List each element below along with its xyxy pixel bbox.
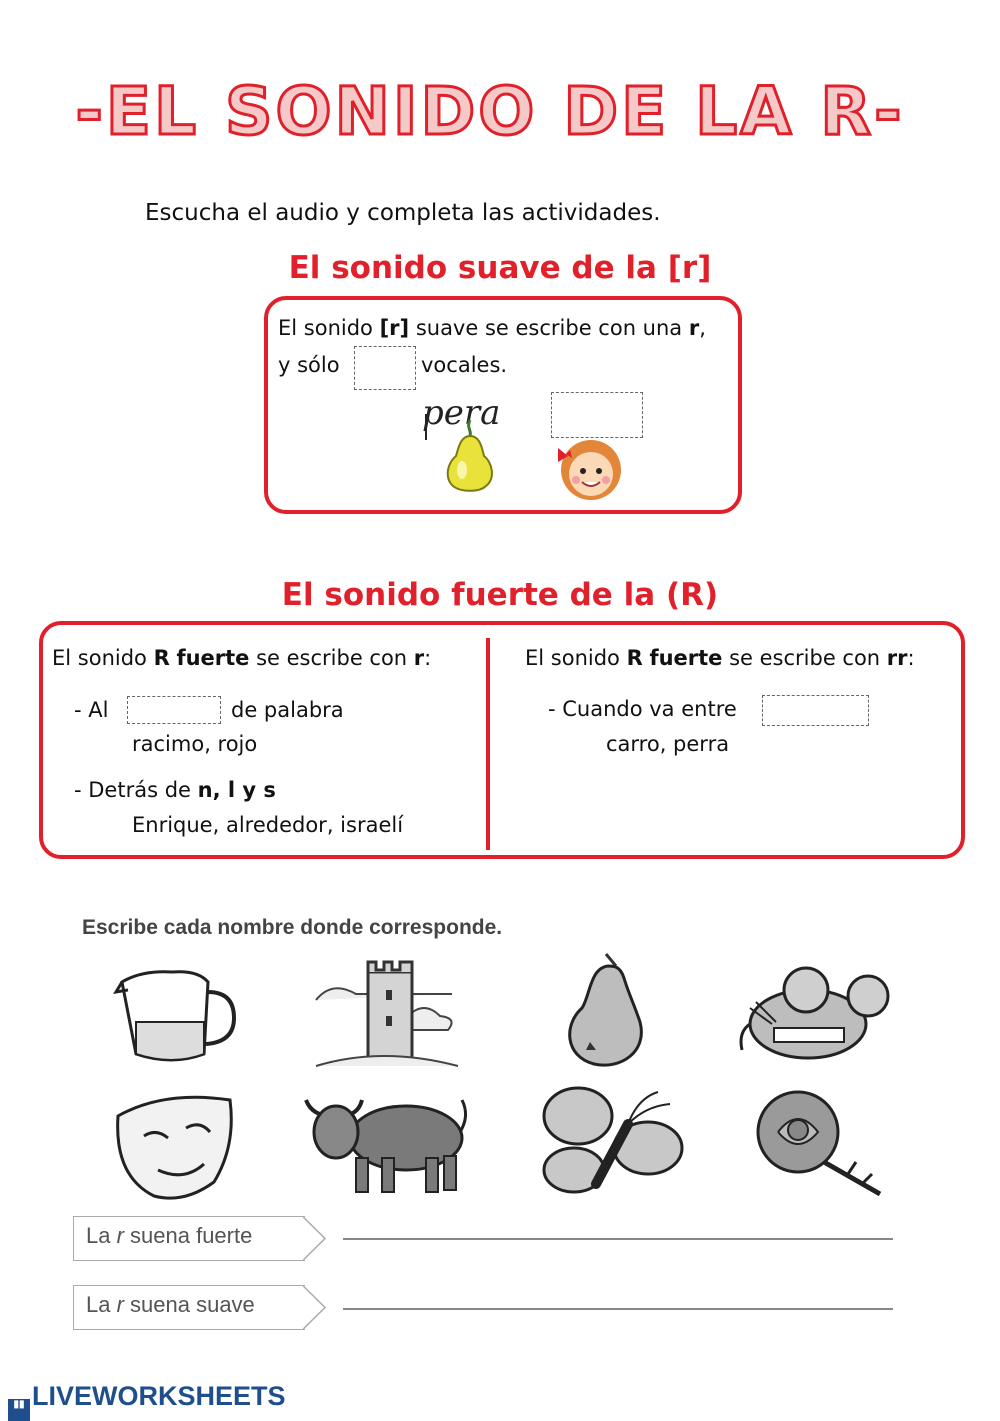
strong-left-rule1-start: - Al — [74, 698, 109, 722]
text: La — [86, 1292, 117, 1317]
text: suena suave — [123, 1292, 255, 1317]
soft-r-label — [73, 1285, 305, 1330]
soft-r-answer-line[interactable] — [343, 1308, 893, 1310]
strong-right-rule1-blank-input[interactable] — [762, 695, 869, 726]
text: El sonido — [278, 316, 380, 340]
pera-word: pera — [422, 393, 501, 433]
girl-face-icon — [548, 436, 634, 502]
logo-text: LIVEWORKSHEETS — [32, 1381, 286, 1411]
text: R — [626, 646, 643, 670]
strong-right-intro — [525, 648, 915, 669]
text: La — [86, 1223, 117, 1248]
text: suena fuerte — [123, 1223, 253, 1248]
strong-left-rule2-examples: Enrique, alrededor, israelí — [132, 813, 404, 837]
soft-rule-blank-input[interactable] — [354, 346, 416, 390]
soft-rule-line2-end: vocales. — [421, 353, 508, 377]
exercise-instruction: Escribe cada nombre donde corresponde. — [82, 916, 503, 939]
strong-left-intro — [52, 648, 431, 669]
text: El sonido — [52, 646, 154, 670]
text: [r] — [379, 316, 410, 340]
audio-instruction: Escucha el audio y completa las actividades. — [145, 200, 661, 226]
text: se escribe con — [249, 646, 414, 670]
text: : — [424, 646, 432, 670]
title-text: -EL SONIDO DE LA R- — [75, 73, 905, 150]
mask-icon — [104, 1086, 244, 1204]
strong-right-rule1-examples: carro, perra — [606, 732, 730, 756]
soft-rule-line1 — [278, 318, 706, 339]
strong-r-label — [73, 1216, 305, 1261]
strong-label-arrow — [303, 1216, 327, 1261]
strong-r-heading: El sonido fuerte de la (R) — [281, 577, 719, 613]
text: R — [153, 646, 170, 670]
strong-left-rule1-examples: racimo, rojo — [132, 732, 258, 756]
strong-right-rule1: - Cuando va entre — [548, 697, 737, 721]
rose-icon — [744, 1090, 884, 1200]
butterfly-icon — [538, 1084, 684, 1202]
strong-left-rule2 — [74, 780, 276, 801]
pear-icon — [440, 416, 500, 494]
text: El sonido — [525, 646, 627, 670]
text: r — [116, 1292, 124, 1317]
text: r — [688, 316, 700, 340]
logo-icon: ▮▮ — [8, 1399, 30, 1421]
text: r — [116, 1223, 124, 1248]
soft-rule-line2-start: y sólo — [278, 353, 340, 377]
strong-box-divider — [486, 638, 490, 850]
text: n, l y s — [197, 778, 276, 802]
text: fuerte — [176, 646, 250, 670]
text: suave se escribe con una — [409, 316, 689, 340]
pear-drawing-icon — [556, 952, 652, 1070]
mouse-icon — [736, 962, 894, 1074]
liveworksheets-logo[interactable] — [8, 1381, 286, 1421]
strong-left-rule1-end: de palabra — [231, 698, 344, 722]
soft-word-blank-input[interactable] — [551, 392, 643, 438]
text: fuerte — [649, 646, 723, 670]
text: rr — [886, 646, 908, 670]
text: se escribe con — [722, 646, 887, 670]
strong-r-answer-line[interactable] — [343, 1238, 893, 1240]
strong-left-rule1-blank-input[interactable] — [127, 696, 221, 724]
jug-icon — [112, 962, 242, 1072]
text: : — [907, 646, 915, 670]
tower-icon — [312, 960, 462, 1075]
text: - Detrás de — [74, 778, 198, 802]
soft-r-heading: El sonido suave de la [r] — [288, 250, 712, 286]
soft-label-arrow — [303, 1285, 327, 1330]
text: , — [699, 316, 706, 340]
text: r — [413, 646, 425, 670]
worksheet-title — [0, 58, 1000, 158]
bull-icon — [302, 1086, 474, 1200]
